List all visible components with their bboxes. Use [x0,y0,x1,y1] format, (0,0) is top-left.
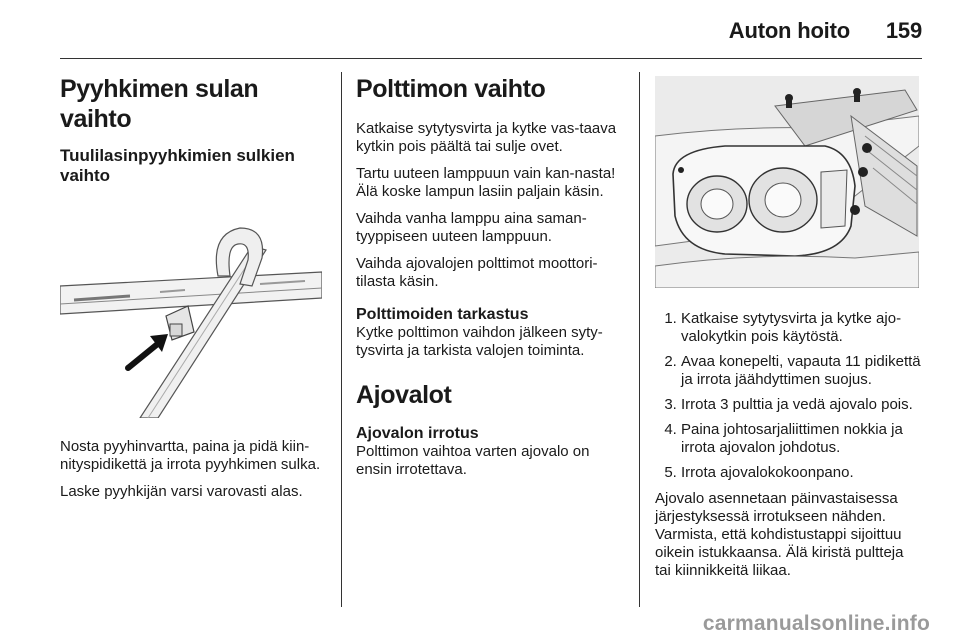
bulb-paragraph-4: Vaihda ajovalojen polttimot moottori-tilasta käsin. [356,255,598,290]
column-divider-1 [341,72,342,607]
watermark: carmanualsonline.info [702,612,930,635]
reassembly-note: Ajovalo asennetaan päinvastaisessa järjestyksessä irrotukseen nähden. Varmista, että kohdistustappi sijoittuu oikein istukkaansa. Älä kiristä pultteja tai kiinnikkeitä liikaa. [655,490,904,579]
wiper-paragraph-1: Nosta pyyhinvartta, paina ja pidä kiin-nityspidikettä ja irrota pyyhkimen sulka. [60,438,321,473]
header-rule [60,58,922,59]
bulb-check-text: Kytke polttimon vaihdon jälkeen syty-tysvirta ja tarkista valojen toiminta. [356,324,603,359]
headlight-removal-heading: Ajovalon irrotus [356,425,479,442]
bulb-paragraph-2: Tartu uuteen lamppuun vain kan-nasta! Älä koske lampun lasiin paljain käsin. [356,165,616,200]
step-item: 3. Irrota 3 pulttia ja vedä ajovalo pois. [681,396,923,414]
step-item: 5. Irrota ajovalokokoonpano. [681,464,923,482]
bulb-paragraph-1: Katkaise sytytysvirta ja kytke vas-taava kytkin pois päältä tai sulje ovet. [356,120,617,155]
bulb-change-title: Polttimon vaihto [356,75,546,103]
page-header [729,18,922,44]
headlight-removal-steps [655,310,923,482]
bulb-paragraph-3: Vaihda vanha lamppu aina saman-tyyppiseen uuteen lamppuun. [356,210,587,245]
bulb-check-heading: Polttimoiden tarkastus [356,306,529,323]
column-bulb-change [356,74,626,488]
page-number: 159 [885,18,922,43]
wiper-blade-illustration [60,206,322,418]
section-title: Auton hoito [728,18,850,43]
step-item: 4. Paina johtosarjaliittimen nokkia ja irrota ajovalon johdotus. [681,421,923,457]
wiper-subtitle: Tuulilasinpyyhkimien sulkien vaihto [60,146,295,185]
column-wiper [60,74,328,510]
wiper-title: Pyyhkimen sulan vaihto [60,75,259,133]
wiper-paragraph-2: Laske pyyhkijän varsi varovasti alas. [60,483,303,500]
column-divider-2 [639,72,640,607]
headlights-title: Ajovalot [356,381,452,409]
column-headlight-steps [655,74,923,589]
headlight-removal-text: Polttimon vaihtoa varten ajovalo on ensin irrotettava. [356,443,590,478]
step-item: 2. Avaa konepelti, vapauta 11 pidikettä ja irrota jäähdyttimen suojus. [681,353,923,389]
headlight-illustration [655,76,919,288]
step-item: 1. Katkaise sytytysvirta ja kytke ajo-valokytkin pois käytöstä. [681,310,923,346]
